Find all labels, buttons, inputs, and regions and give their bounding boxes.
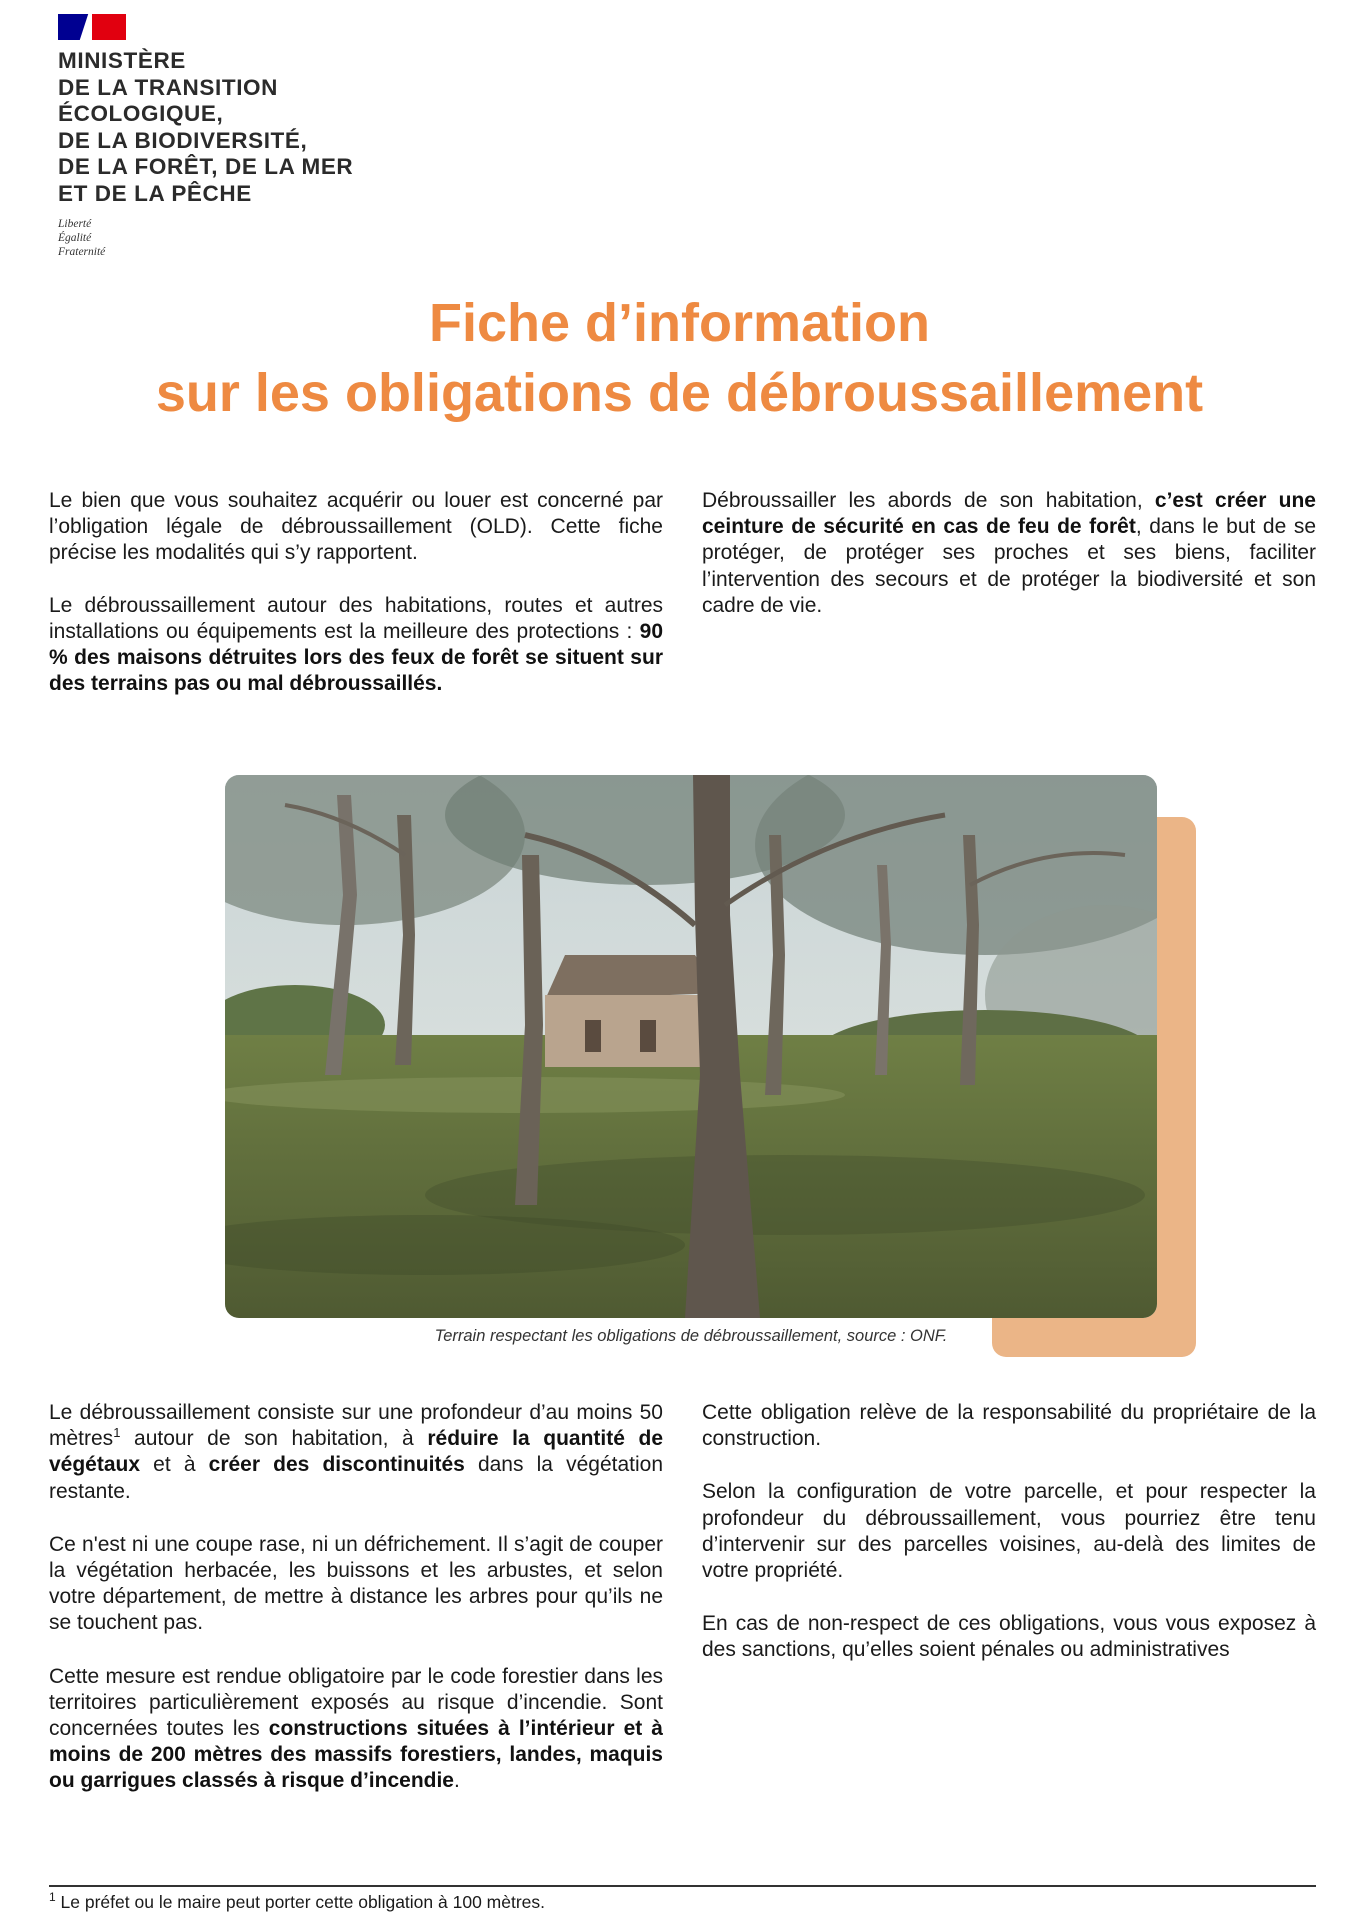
- body-paragraph-3: Cette mesure est rendue obligatoire par le code forestier dans les territoires particulièrement exposés au risque d’incendie. Sont concernées toutes les constructions situées à l’intérieur et à moins de 200 mètres des massifs forestiers, landes, maquis ou garrigues classés à risque d’incendie.: [49, 1664, 663, 1793]
- footnote-ref: 1: [113, 1425, 121, 1441]
- cleared-terrain-photo: [225, 775, 1157, 1318]
- title-line-1: Fiche d’information: [428, 293, 930, 353]
- intro-paragraph-1: Le bien que vous souhaitez acquérir ou louer est concerné par l’obligation légale de débroussaillement (OLD). Cette fiche précise les modalités qui s’y rapportent.: [49, 489, 663, 565]
- body-paragraph-5: Selon la configuration de votre parcelle, et pour respecter la profondeur du débroussaillement, vous pourriez être tenu d’intervenir sur des parcelles voisines, au-delà des limites de votre propriété.: [702, 1480, 1316, 1583]
- republique-francaise-flag-icon: [58, 14, 126, 40]
- footnote-divider: [49, 1885, 1316, 1887]
- body-right-column: [702, 1400, 1316, 1691]
- body-paragraph-1: Le débroussaillement consiste sur une profondeur d’au moins 50 mètres$^1$ autour de son habitation, à réduire la quantité de végétaux et à créer des discontinuités dans la végétation restante.: [49, 1401, 663, 1503]
- republic-motto: Liberté Égalité Fraternité: [58, 218, 106, 258]
- intro-left-column: [49, 488, 663, 723]
- ministry-logo: [58, 14, 353, 259]
- body-paragraph-4: Cette obligation relève de la responsabilité du propriétaire de la construction.: [702, 1401, 1316, 1451]
- intro-paragraph-2: Le débroussaillement autour des habitations, routes et autres installations ou équipements est la meilleure des protections : 90 % des maisons détruites lors des feux de forêt se situent sur des terrains pas ou mal débroussaillés.: [49, 593, 663, 696]
- page-title: [0, 288, 1359, 428]
- photo-caption: Terrain respectant les obligations de débroussaillement, source : ONF.: [434, 1327, 948, 1345]
- intro-right-column: [702, 488, 1316, 645]
- body-paragraph-2: Ce n'est ni une coupe rase, ni un défrichement. Il s’agit de couper la végétation herbacée, les buissons et les arbustes, et selon votre département, de mettre à distance les arbres pour qu’ils ne se touchent pas.: [49, 1532, 663, 1635]
- title-line-2: sur les obligations de débroussaillement: [155, 363, 1204, 423]
- body-paragraph-6: En cas de non-respect de ces obligations, vous vous exposez à des sanctions, qu’elles soient pénales ou administratives: [702, 1612, 1316, 1662]
- footnote: $^1$ Le préfet ou le maire peut porter cette obligation à 100 mètres.: [49, 1890, 546, 1912]
- body-left-column: [49, 1400, 663, 1822]
- ministry-name: MINISTÈRE DE LA TRANSITION ÉCOLOGIQUE, DE LA BIODIVERSITÉ, DE LA FORÊT, DE LA MER ET DE LA PÊCHE: [58, 48, 354, 206]
- intro-paragraph-3: Débroussailler les abords de son habitation, c’est créer une ceinture de sécurité en cas de feu de forêt, dans le but de se protéger, de protéger ses proches et ses biens, faciliter l’intervention des secours et de protéger la biodiversité et son cadre de vie.: [702, 489, 1316, 617]
- photo-illustration: [225, 775, 1157, 1318]
